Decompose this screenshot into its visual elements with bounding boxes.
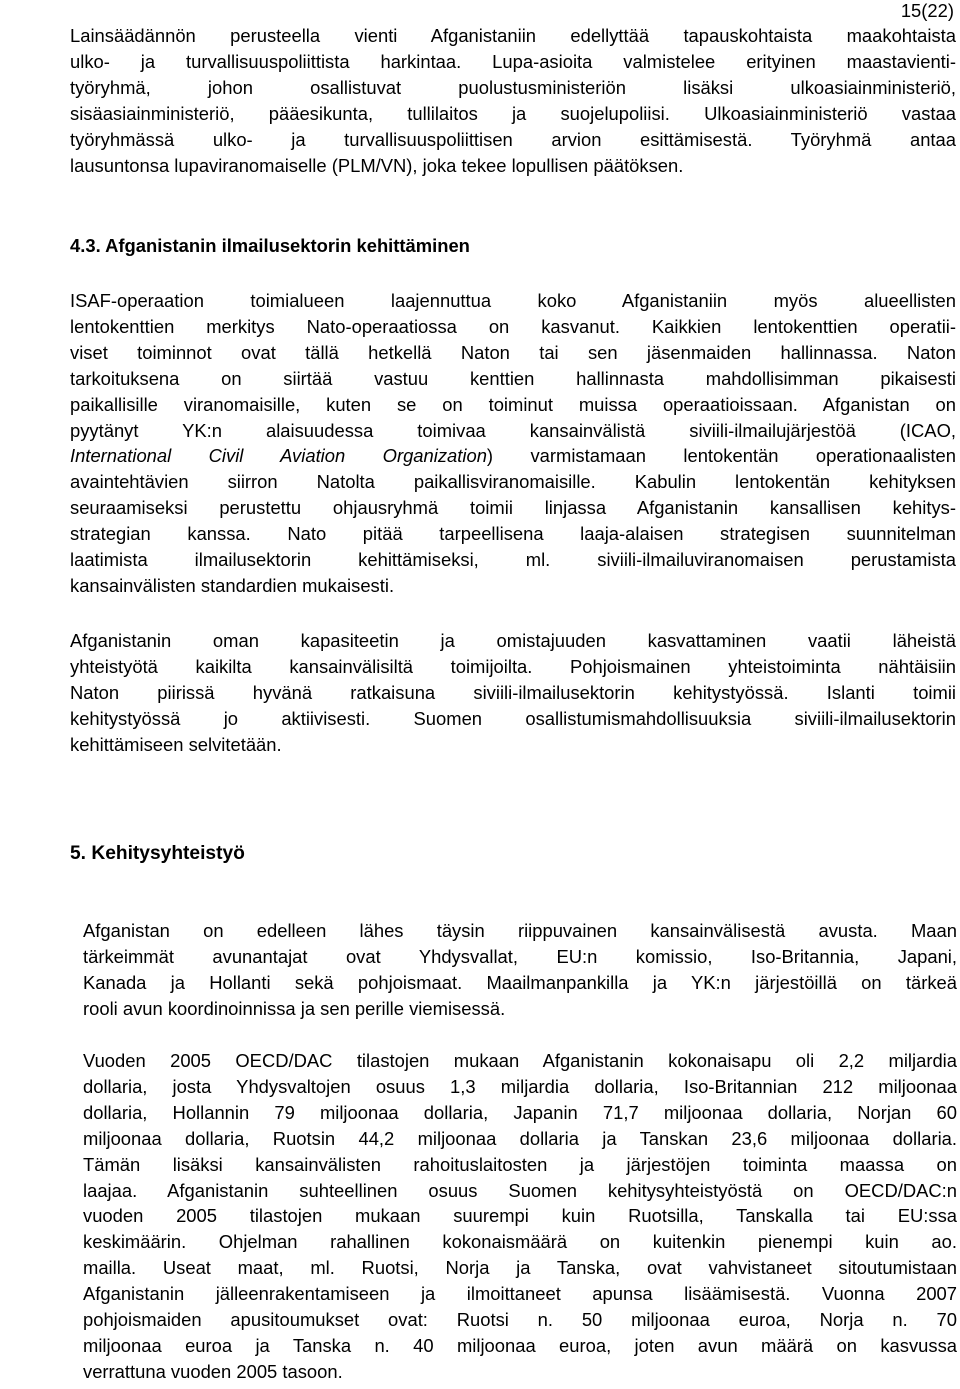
text-line: paikallisille viranomaisille, kuten se on toiminut muissa operaatioissaan. Afganistan on bbox=[70, 393, 956, 415]
text-line: kehittämiseen selvitetään. bbox=[70, 733, 282, 755]
text-line: Tämän lisäksi kansainvälisten rahoituslaitosten ja järjestöjen toiminta maassa on bbox=[83, 1153, 957, 1175]
text-line: tarkoituksena on siirtää vastuu kenttien hallinnasta mahdollisimman pikaisesti bbox=[70, 367, 956, 389]
italic-term: International Civil Aviation Organization bbox=[70, 445, 487, 467]
text-line: pyytänyt YK:n alaisuudessa toimivaa kansainvälistä siviili-ilmailujärjestöä (ICAO, bbox=[70, 419, 956, 441]
text-line: mailla. Useat maat, ml. Ruotsi, Norja ja Tanska, ovat vahvistaneet sitoutumistaan bbox=[83, 1257, 957, 1279]
text-line: Afganistan on edelleen lähes täysin riippuvainen kansainvälisestä avusta. Maan bbox=[83, 920, 957, 941]
section-4-3-paragraph-2 bbox=[70, 628, 956, 758]
text-fragment: ) varmistamaan lentokentän operationaalisten bbox=[486, 445, 956, 467]
text-line: Naton piirissä hyvänä ratkaisuna siviili-ilmailusektorin kehitystyössä. Islanti toimii bbox=[70, 681, 956, 703]
text-line: seuraamiseksi perustettu ohjausryhmä toimii linjassa Afganistanin kansallisen kehitys- bbox=[70, 497, 956, 519]
text-line: Vuoden 2005 OECD/DAC tilastojen mukaan Afganistanin kokonaisapu oli 2,2 miljardia bbox=[83, 1050, 957, 1071]
text-line: ulko- ja turvallisuuspoliittista harkintaa. Lupa-asioita valmistelee erityinen maastavienti- bbox=[70, 50, 956, 72]
text-line: työryhmä, johon osallistuvat puolustusministeriön lisäksi ulkoasiainministeriö, bbox=[70, 76, 956, 98]
text-line: avaintehtävien siirron Natolta paikallisviranomaisille. Kabulin lentokentän kehityksen bbox=[70, 471, 956, 493]
text-line: verrattuna vuoden 2005 tasoon. bbox=[83, 1360, 343, 1382]
intro-paragraph bbox=[70, 23, 956, 178]
text-line: Lainsäädännön perusteella vienti Afganistaniin edellyttää tapauskohtaista maakohtaista bbox=[70, 25, 956, 46]
text-line: Afganistanin jälleenrakentamiseen ja ilmoittaneet apunsa lisäämisestä. Vuonna 2007 bbox=[83, 1283, 957, 1305]
text-line bbox=[70, 443, 956, 469]
text-line: rooli avun koordinoinnissa ja sen perille viemisessä. bbox=[83, 997, 506, 1019]
text-line: yhteistyötä kaikilta kansainvälisiltä toimijoilta. Pohjoismainen yhteistoiminta nähtäisiin bbox=[70, 655, 956, 677]
section-5-paragraph-1 bbox=[83, 918, 957, 1022]
text-line: vuoden 2005 tilastojen mukaan suurempi kuin Ruotsilla, Tanskalla tai EU:ssa bbox=[83, 1205, 957, 1227]
text-line: viset toiminnot ovat tällä hetkellä Naton tai sen jäsenmaiden hallinnassa. Naton bbox=[70, 341, 956, 363]
text-line: tärkeimmät avunantajat ovat Yhdysvallat, EU:n komissio, Iso-Britannia, Japani, bbox=[83, 945, 957, 967]
section-heading-4-3: 4.3. Afganistanin ilmailusektorin kehittäminen bbox=[70, 235, 470, 256]
text-line: miljoonaa dollaria, Ruotsin 44,2 miljoonaa dollaria ja Tanskan 23,6 miljoonaa dollaria. bbox=[83, 1127, 957, 1149]
text-line: laajaa. Afganistanin suhteellinen osuus Suomen kehitysyhteistyöstä on OECD/DAC:n bbox=[83, 1179, 957, 1201]
text-line: strategian kanssa. Nato pitää tarpeellisena laaja-alaisen strategisen suunnitelman bbox=[70, 523, 956, 545]
text-line: kansainvälisten standardien mukaisesti. bbox=[70, 574, 395, 596]
text-line: kehitystyössä jo aktiivisesti. Suomen osallistumismahdollisuuksia siviili-ilmailusektorin bbox=[70, 707, 956, 729]
text-line: laatimista ilmailusektorin kehittämiseksi, ml. siviili-ilmailuviranomaisen perustamista bbox=[70, 549, 956, 571]
page-number: 15(22) bbox=[900, 0, 954, 21]
section-heading-5: 5. Kehitysyhteistyö bbox=[70, 843, 245, 864]
text-line: dollaria, Hollannin 79 miljoonaa dollaria, Japanin 71,7 miljoonaa dollaria, Norjan 60 bbox=[83, 1101, 957, 1123]
text-line: Kanada ja Hollanti sekä pohjoismaat. Maailmanpankilla ja YK:n järjestöillä on tärkeä bbox=[83, 971, 957, 993]
text-line: pohjoismaiden apusitoumukset ovat: Ruotsi n. 50 miljoonaa euroa, Norja n. 70 bbox=[83, 1309, 957, 1331]
text-line: lentokenttien merkitys Nato-operaatiossa on kasvanut. Kaikkien lentokenttien operatii- bbox=[70, 315, 956, 337]
text-line: miljoonaa euroa ja Tanska n. 40 miljoonaa euroa, joten avun määrä on kasvussa bbox=[83, 1334, 957, 1356]
text-line: työryhmässä ulko- ja turvallisuuspoliittisen arvion esittämisestä. Työryhmä antaa bbox=[70, 128, 956, 150]
text-line: keskimäärin. Ohjelman rahallinen kokonaismäärä on kuitenkin pienempi kuin ao. bbox=[83, 1231, 957, 1253]
text-line: dollaria, josta Yhdysvaltojen osuus 1,3 miljardia dollaria, Iso-Britannian 212 miljoonaa bbox=[83, 1075, 957, 1097]
text-line: sisäasiainministeriö, pääesikunta, tullilaitos ja suojelupoliisi. Ulkoasiainministeriö vastaa bbox=[70, 102, 956, 124]
section-5-paragraph-2 bbox=[83, 1048, 957, 1385]
text-line: lausuntonsa lupaviranomaiselle (PLM/VN), joka tekee lopullisen päätöksen. bbox=[70, 154, 684, 176]
text-line: Afganistanin oman kapasiteetin ja omistajuuden kasvattaminen vaatii läheistä bbox=[70, 630, 956, 651]
section-4-3-paragraph-1 bbox=[70, 288, 956, 599]
text-line: ISAF-operaation toimialueen laajennuttua koko Afganistaniin myös alueellisten bbox=[70, 290, 956, 311]
